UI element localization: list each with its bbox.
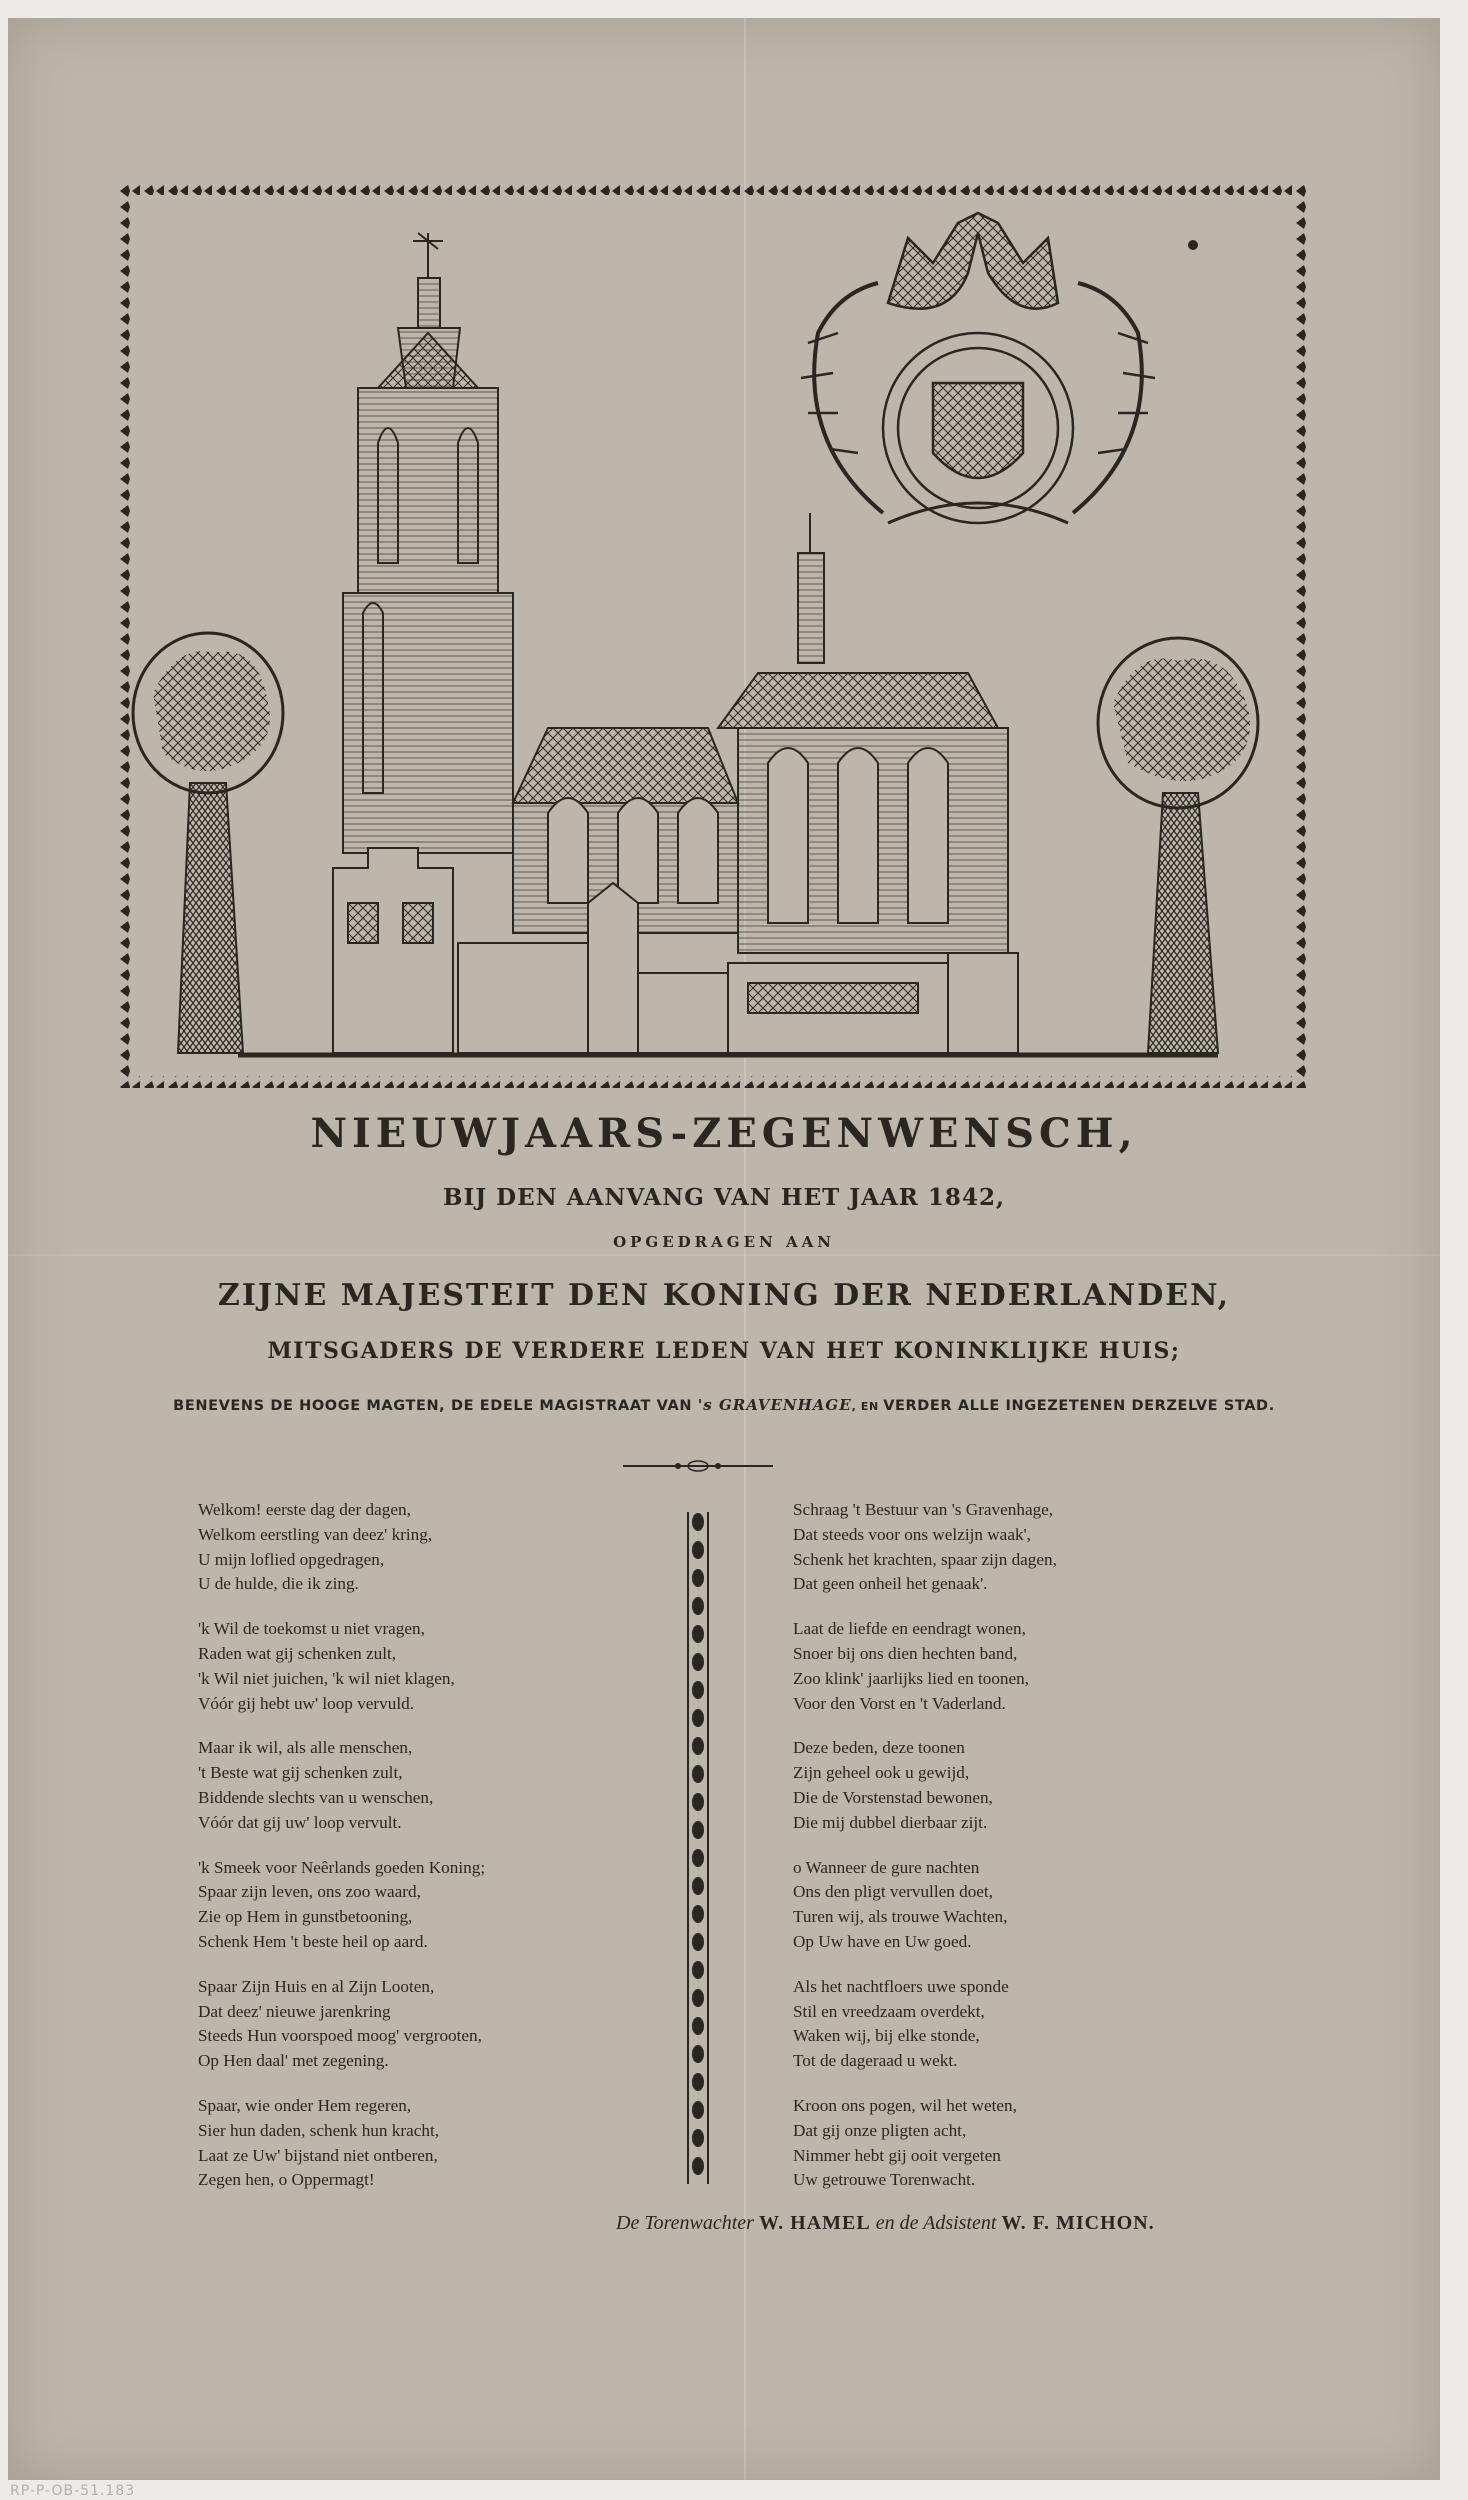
verse-line: 'k Wil de toekomst u niet vragen,: [198, 1619, 425, 1639]
rule-bead: [692, 1849, 704, 1867]
royal-crest: [801, 213, 1155, 523]
catalog-number: RP-P-OB-51.183: [10, 2483, 136, 2499]
ornament-divider: [623, 1460, 773, 1472]
rule-bead: [692, 1681, 704, 1699]
right-tree: [1098, 638, 1258, 1053]
verse-line: Op Uw have en Uw goed.: [793, 1931, 972, 1951]
verse-line: Als het nachtfloers uwe sponde: [793, 1976, 1009, 1996]
verse-line: Biddende slechts van u wenschen,: [198, 1787, 434, 1807]
rule-bead: [692, 1737, 704, 1755]
verse-line: Snoer bij ons dien hechten band,: [793, 1643, 1018, 1663]
verse-line: Stil en vreedzaam overdekt,: [793, 2001, 985, 2021]
tall-tower: [343, 233, 513, 853]
verse-line: Laat de liefde en eendragt wonen,: [793, 1619, 1026, 1639]
dedicatee-royal-house: MITSGADERS DE VERDERE LEDEN VAN HET KONINKLIJKE HUIS;: [267, 1338, 1181, 1364]
rule-bead: [692, 2045, 704, 2063]
stanza: [793, 1975, 1173, 2074]
horizontal-fold: [8, 1254, 1440, 1256]
dedicatee-rest-a: BENEVENS DE HOOGE MAGTEN, DE EDELE MAGISTRAAT VAN: [173, 1398, 698, 1414]
stanza: [198, 1498, 578, 1597]
dedication-intro: OPGEDRAGEN AAN: [613, 1233, 835, 1251]
verse-line: Maar ik wil, als alle menschen,: [198, 1738, 413, 1758]
woodcut-illustration: [118, 183, 1308, 1088]
verse-line: Tot de dageraad u wekt.: [793, 2051, 958, 2071]
stanza: [793, 1617, 1173, 1716]
verse-line: Voor den Vorst en 't Vaderland.: [793, 1693, 1006, 1713]
rule-bead: [692, 1933, 704, 1951]
rule-bead: [692, 2073, 704, 2091]
verse-line: Ons den pligt vervullen doet,: [793, 1882, 994, 1902]
stanza: [198, 1856, 578, 1955]
left-tree: [133, 633, 283, 1053]
verse-line: Zie op Hem in gunstbetooning,: [198, 1907, 413, 1927]
verse-line: Waken wij, bij elke stonde,: [793, 2026, 980, 2046]
verse-line: Vóór dat gij uw' loop vervult.: [198, 1812, 402, 1832]
rule-bead: [692, 1821, 704, 1839]
church-woodcut: [118, 183, 1308, 1088]
signature-joiner: en de Adsistent: [875, 2212, 997, 2234]
signature-name-michon: W. F. MICHON.: [1001, 2212, 1155, 2234]
verse-line: Vóór gij hebt uw' loop vervuld.: [198, 1693, 415, 1713]
verse-line: Zijn geheel ook u gewijd,: [793, 1763, 970, 1783]
verse-line: Deze beden, deze toonen: [793, 1738, 965, 1758]
rule-bead: [692, 1541, 704, 1559]
verse-line: 'k Smeek voor Neêrlands goeden Koning;: [198, 1857, 486, 1877]
verse-line: Nimmer hebt gij ooit vergeten: [793, 2145, 1001, 2165]
stanza: [198, 2094, 578, 2193]
rule-bead: [692, 1653, 704, 1671]
signature-line: [616, 2212, 1376, 2235]
verse-line: 'k Wil niet juichen, 'k wil niet klagen,: [198, 1668, 455, 1688]
verse-line: 't Beste wat gij schenken zult,: [198, 1763, 403, 1783]
verse-line: Dat deez' nieuwe jarenkring: [198, 2001, 391, 2021]
verse-line: Schraag 't Bestuur van 's Gravenhage,: [793, 1500, 1054, 1519]
rule-bead: [692, 1597, 704, 1615]
rule-bead: [692, 2157, 704, 2175]
poem-column-right: [793, 1498, 1173, 2213]
verse-line: Spaar, wie onder Hem regeren,: [198, 2095, 412, 2115]
rule-bead: [692, 1877, 704, 1895]
verse-line: Schenk Hem 't beste heil op aard.: [198, 1931, 428, 1951]
stanza: [198, 1975, 578, 2074]
rule-bead: [692, 1513, 704, 1531]
verse-line: Dat steeds voor ons welzijn waak',: [793, 1524, 1031, 1544]
verse-line: Op Hen daal' met zegening.: [198, 2051, 389, 2071]
verse-line: Welkom! eerste dag der dagen,: [198, 1500, 411, 1519]
conjunction-en: , EN: [851, 1400, 884, 1413]
verse-line: Die mij dubbel dierbaar zijt.: [793, 1812, 988, 1832]
poem-subtitle: BIJ DEN AANVANG VAN HET JAAR 1842,: [443, 1184, 1005, 1211]
stanza: [198, 1617, 578, 1716]
verse-line: Turen wij, als trouwe Wachten,: [793, 1907, 1008, 1927]
rule-bead: [692, 2101, 704, 2119]
city-name: 's GRAVENHAGE: [697, 1396, 852, 1414]
dedicatee-magistrates: [8, 1396, 1440, 1414]
broadsheet-paper: [8, 18, 1440, 2480]
rule-bead: [692, 2129, 704, 2147]
stanza: [198, 1736, 578, 1835]
rule-bead: [692, 1989, 704, 2007]
rule-bead: [692, 2017, 704, 2035]
verse-line: o Wanneer de gure nachten: [793, 1857, 980, 1877]
stanza: [793, 1736, 1173, 1835]
poem-title: NIEUWJAARS-ZEGENWENSCH,: [310, 1110, 1138, 1157]
rule-bead: [692, 1905, 704, 1923]
verse-line: Spaar zijn leven, ons zoo waard,: [198, 1882, 421, 1902]
rule-bead: [692, 1625, 704, 1643]
verse-line: Laat ze Uw' bijstand niet ontberen,: [198, 2145, 438, 2165]
signature-role-watchman: De Torenwachter: [616, 2212, 754, 2234]
rule-bead: [692, 1569, 704, 1587]
dedicatee-king: ZIJNE MAJESTEIT DEN KONING DER NEDERLANDEN,: [217, 1278, 1231, 1313]
verse-line: Steeds Hun voorspoed moog' vergrooten,: [198, 2026, 482, 2046]
verse-line: Die de Vorstenstad bewonen,: [793, 1787, 993, 1807]
rule-bead: [692, 1793, 704, 1811]
verse-line: Kroon ons pogen, wil het weten,: [793, 2095, 1017, 2115]
verse-line: Dat gij onze pligten acht,: [793, 2120, 967, 2140]
dedicatee-rest-b: VERDER ALLE INGEZETENEN DERZELVE STAD.: [883, 1398, 1275, 1414]
verse-line: Uw getrouwe Torenwacht.: [793, 2170, 976, 2190]
ornamental-column-rule: [684, 1512, 712, 2184]
verse-line: Dat geen onheil het genaak'.: [793, 1574, 988, 1594]
verse-line: Raden wat gij schenken zult,: [198, 1643, 397, 1663]
stanza: [793, 1856, 1173, 1955]
rule-bead: [692, 1961, 704, 1979]
signature-name-hamel: W. HAMEL: [758, 2212, 871, 2234]
verse-line: Spaar Zijn Huis en al Zijn Looten,: [198, 1976, 435, 1996]
rule-bead: [692, 1709, 704, 1727]
rule-bead: [692, 1765, 704, 1783]
stanza: [793, 2094, 1173, 2193]
verse-line: Zegen hen, o Oppermagt!: [198, 2170, 375, 2190]
stanza: [793, 1498, 1173, 1597]
verse-line: Sier hun daden, schenk hun kracht,: [198, 2120, 440, 2140]
verse-line: Zoo klink' jaarlijks lied en toonen,: [793, 1668, 1030, 1688]
verse-line: Schenk het krachten, spaar zijn dagen,: [793, 1549, 1057, 1569]
poem-column-left: [198, 1498, 578, 2213]
verse-line: U de hulde, die ik zing.: [198, 1574, 359, 1594]
verse-line: Welkom eerstling van deez' kring,: [198, 1524, 433, 1544]
verse-line: U mijn loflied opgedragen,: [198, 1549, 385, 1569]
church-hall: [718, 513, 1008, 953]
